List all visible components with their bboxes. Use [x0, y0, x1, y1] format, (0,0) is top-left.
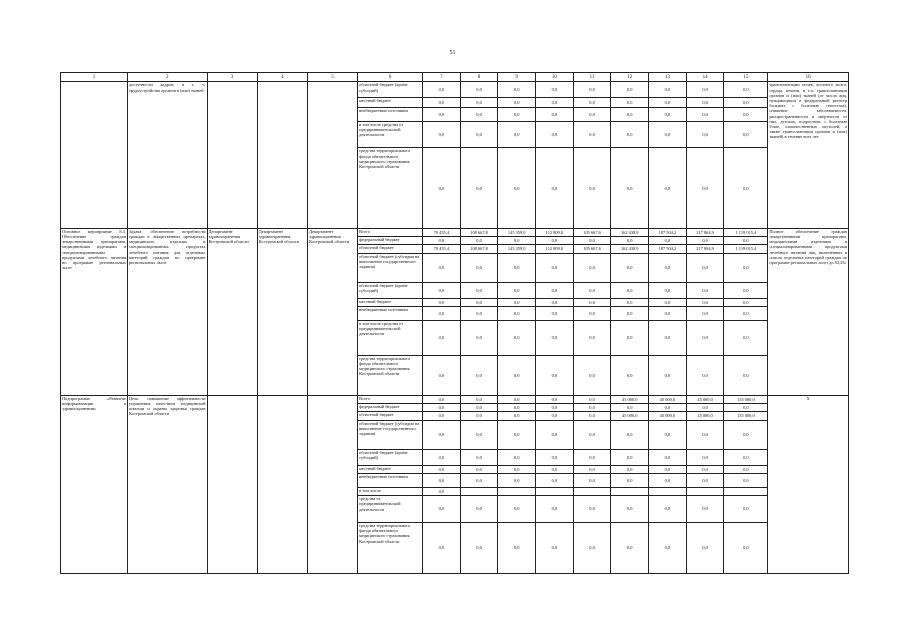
table-row — [61, 82, 849, 97]
value-cell: 0,0 — [498, 466, 536, 474]
value-cell: 108 667,8 — [460, 245, 498, 253]
value-cell: 0,0 — [498, 82, 536, 97]
value-cell: 0,0 — [611, 82, 649, 97]
funding-source: федеральный бюджет — [358, 237, 423, 245]
value-cell: 0,0 — [460, 82, 498, 97]
value-cell: 0,0 — [686, 283, 724, 299]
column-header: 9 — [498, 73, 536, 82]
value-cell: 0,0 — [724, 82, 768, 97]
value-cell: 0,0 — [423, 283, 461, 299]
value-cell: 0,0 — [611, 237, 649, 245]
row-cell-1: Подпрограмма «Развитие информатизации в здравоохранении» — [61, 395, 128, 573]
value-cell: 135 000,0 — [724, 395, 768, 403]
value-cell: 0,0 — [460, 121, 498, 148]
row-cell-3: Департамент здравоохранения Костромской области — [207, 228, 257, 395]
value-cell: 105 667,6 — [573, 245, 611, 253]
value-cell: 0,0 — [686, 299, 724, 307]
value-cell: 0,0 — [536, 412, 574, 420]
value-cell: 0,0 — [423, 108, 461, 121]
value-cell: 0,0 — [724, 355, 768, 395]
value-cell: 0,0 — [686, 404, 724, 412]
value-cell: 0,0 — [498, 121, 536, 148]
column-header: 16 — [768, 73, 849, 82]
funding-source: местный бюджет — [358, 299, 423, 307]
value-cell: 162 438,9 — [611, 228, 649, 236]
value-cell — [460, 487, 498, 495]
value-cell: 0,0 — [460, 108, 498, 121]
value-cell: 0,0 — [498, 496, 536, 523]
value-cell: 0,0 — [460, 450, 498, 466]
row-cell-5 — [307, 395, 357, 573]
funding-source: Всего — [358, 395, 423, 403]
funding-source: средства территориального фонда обязательного медицинского страхования Костромской области — [358, 148, 423, 228]
value-cell: 0,0 — [649, 148, 687, 228]
budget-table — [60, 72, 849, 574]
value-cell: 0,0 — [724, 253, 768, 282]
value-cell: 0,0 — [649, 299, 687, 307]
value-cell: 0,0 — [423, 395, 461, 403]
value-cell — [686, 487, 724, 495]
value-cell: 0,0 — [649, 237, 687, 245]
value-cell: 0,0 — [573, 82, 611, 97]
value-cell: 0,0 — [536, 474, 574, 487]
value-cell — [611, 487, 649, 495]
value-cell: 0,0 — [649, 283, 687, 299]
funding-source: внебюджетные источники — [358, 474, 423, 487]
value-cell: 0,0 — [498, 412, 536, 420]
row-cell-4: Департамент здравоохранения Костромской области — [257, 228, 307, 395]
value-cell: 0,0 — [460, 237, 498, 245]
value-cell: 0,0 — [611, 283, 649, 299]
column-header: 11 — [573, 73, 611, 82]
value-cell: 0,0 — [536, 121, 574, 148]
value-cell: 0,0 — [686, 420, 724, 449]
value-cell: 0,0 — [611, 108, 649, 121]
value-cell: 0,0 — [498, 299, 536, 307]
value-cell: 0,0 — [536, 466, 574, 474]
value-cell: 0,0 — [536, 108, 574, 121]
value-cell: 0,0 — [573, 108, 611, 121]
value-cell: 0,0 — [573, 395, 611, 403]
column-header: 5 — [307, 73, 357, 82]
value-cell: 0,0 — [686, 496, 724, 523]
column-header: 2 — [127, 73, 207, 82]
value-cell: 0,0 — [423, 355, 461, 395]
value-cell: 0,0 — [536, 97, 574, 108]
value-cell: 0,0 — [573, 307, 611, 320]
value-cell: 0,0 — [573, 420, 611, 449]
value-cell: 0,0 — [536, 299, 574, 307]
value-cell: 0,0 — [611, 299, 649, 307]
value-cell: 0,0 — [649, 307, 687, 320]
value-cell: 0,0 — [423, 404, 461, 412]
value-cell: 0,0 — [686, 355, 724, 395]
column-header: 15 — [724, 73, 768, 82]
funding-source: местный бюджет — [358, 97, 423, 108]
value-cell: 70 455,4 — [423, 228, 461, 236]
value-cell: 70 455,4 — [423, 245, 461, 253]
value-cell: 0,0 — [724, 299, 768, 307]
value-cell: 217 864,9 — [686, 245, 724, 253]
value-cell — [498, 487, 536, 495]
value-cell: 0,0 — [649, 522, 687, 573]
value-cell: 0,0 — [611, 121, 649, 148]
value-cell: 0,0 — [724, 420, 768, 449]
value-cell: 0,0 — [649, 253, 687, 282]
column-header: 8 — [460, 73, 498, 82]
value-cell: 0,0 — [611, 466, 649, 474]
funding-source: областной бюджет — [358, 245, 423, 253]
value-cell: 0,0 — [423, 420, 461, 449]
value-cell: 0,0 — [423, 121, 461, 148]
value-cell: 217 864,9 — [686, 228, 724, 236]
row-cell-3 — [207, 395, 257, 573]
value-cell: 0,0 — [460, 307, 498, 320]
value-cell: 0,0 — [573, 121, 611, 148]
row-cell-2: Цель: повышение эффективности управления качеством медицинской помощи и охраны здоровья граждан Костромской области — [127, 395, 207, 573]
value-cell — [649, 487, 687, 495]
value-cell: 0,0 — [423, 253, 461, 282]
column-header: 1 — [61, 73, 128, 82]
value-cell: 0,0 — [649, 450, 687, 466]
value-cell: 0,0 — [686, 450, 724, 466]
header-row — [61, 73, 849, 82]
funding-source: в том числе — [358, 487, 423, 495]
value-cell: 0,0 — [686, 466, 724, 474]
value-cell: 0,0 — [498, 307, 536, 320]
value-cell: 0,0 — [649, 108, 687, 121]
value-cell: 0,0 — [573, 299, 611, 307]
value-cell: 0,0 — [536, 253, 574, 282]
value-cell: 0,0 — [611, 522, 649, 573]
value-cell: 0,0 — [724, 108, 768, 121]
value-cell: 0,0 — [460, 299, 498, 307]
value-cell: 0,0 — [724, 307, 768, 320]
funding-source: в том числе средства от предпринимательской деятельности — [358, 121, 423, 148]
value-cell: 0,0 — [498, 253, 536, 282]
value-cell: 0,0 — [686, 474, 724, 487]
value-cell: 0,0 — [423, 299, 461, 307]
value-cell: 0,0 — [724, 320, 768, 355]
value-cell: 0,0 — [686, 108, 724, 121]
funding-source: внебюджетные источники — [358, 108, 423, 121]
value-cell: 0,0 — [724, 97, 768, 108]
funding-source: Всего — [358, 228, 423, 236]
value-cell: 0,0 — [460, 253, 498, 282]
value-cell: 0,0 — [498, 450, 536, 466]
value-cell: 0,0 — [649, 121, 687, 148]
funding-source: средства от предпринимательской деятельности — [358, 496, 423, 523]
value-cell: 1 119 015,4 — [724, 228, 768, 236]
funding-source: местный бюджет — [358, 466, 423, 474]
value-cell: 0,0 — [536, 237, 574, 245]
value-cell: 0,0 — [423, 522, 461, 573]
value-cell: 0,0 — [498, 108, 536, 121]
value-cell: 0,0 — [460, 97, 498, 108]
funding-source: областной бюджет (кроме субсидий) — [358, 450, 423, 466]
value-cell: 145 359,0 — [498, 228, 536, 236]
value-cell: 0,0 — [536, 395, 574, 403]
value-cell: 0,0 — [498, 522, 536, 573]
value-cell — [536, 487, 574, 495]
value-cell: 0,0 — [536, 148, 574, 228]
value-cell: 0,0 — [611, 307, 649, 320]
value-cell: 0,0 — [423, 474, 461, 487]
funding-source: федеральный бюджет — [358, 404, 423, 412]
value-cell: 0,0 — [536, 320, 574, 355]
funding-source: в том числе средства от предпринимательской деятельности — [358, 320, 423, 355]
value-cell: 0,0 — [460, 412, 498, 420]
table-row — [61, 395, 849, 403]
value-cell: 0,0 — [649, 474, 687, 487]
value-cell: 0,0 — [649, 320, 687, 355]
column-header: 12 — [611, 73, 649, 82]
value-cell: 45 000,0 — [611, 412, 649, 420]
value-cell: 0,0 — [573, 496, 611, 523]
value-cell: 0,0 — [460, 466, 498, 474]
value-cell: 0,0 — [498, 320, 536, 355]
value-cell: 0,0 — [498, 237, 536, 245]
value-cell: 0,0 — [649, 466, 687, 474]
value-cell: 112 809,8 — [536, 245, 574, 253]
value-cell: 0,0 — [649, 496, 687, 523]
value-cell: 0,0 — [423, 82, 461, 97]
value-cell: 0,0 — [498, 404, 536, 412]
value-cell: 0,0 — [611, 253, 649, 282]
value-cell: 112 809,8 — [536, 228, 574, 236]
value-cell: 0,0 — [460, 355, 498, 395]
value-cell: 0,0 — [611, 496, 649, 523]
value-cell: 0,0 — [498, 355, 536, 395]
value-cell: 0,0 — [460, 320, 498, 355]
value-cell: 0,0 — [724, 121, 768, 148]
value-cell: 0,0 — [460, 148, 498, 228]
value-cell: 0,0 — [536, 496, 574, 523]
value-cell: 0,0 — [573, 283, 611, 299]
value-cell: 0,0 — [573, 148, 611, 228]
value-cell: 0,0 — [649, 355, 687, 395]
row-cell-1 — [61, 82, 128, 228]
row-cell-4 — [257, 82, 307, 228]
value-cell: 0,0 — [498, 97, 536, 108]
value-cell — [573, 487, 611, 495]
row-cell-5: Департамент здравоохранения Костромской области — [307, 228, 357, 395]
value-cell: 0,0 — [724, 474, 768, 487]
funding-source: внебюджетные источники — [358, 307, 423, 320]
value-cell: 162 438,9 — [611, 245, 649, 253]
value-cell: 0,0 — [649, 404, 687, 412]
value-cell: 135 000,0 — [724, 412, 768, 420]
value-cell: 0,0 — [423, 307, 461, 320]
value-cell: 0,0 — [724, 522, 768, 573]
value-cell: 0,0 — [611, 148, 649, 228]
value-cell: 0,0 — [536, 283, 574, 299]
value-cell: 0,0 — [724, 237, 768, 245]
result-description: трансплантации почек, костного мозга, сердца, печени, в т.ч. трансплантации органов и (или) тканей (от числа лиц, нуждающихся в федеральный регистр больных с болезнью гемостаза), снижение заболеваемости, распространенности и смертности от них, детских, подростков, с болезнью Гоше, злокачественных опухолей, а также трансплантации органов и (или) тканей) в течение всех лет — [768, 82, 849, 228]
value-cell: 0,0 — [573, 522, 611, 573]
value-cell: 187 504,2 — [649, 228, 687, 236]
value-cell: 0,0 — [423, 450, 461, 466]
value-cell: 0,0 — [649, 97, 687, 108]
value-cell: 0,0 — [423, 97, 461, 108]
value-cell: 0,0 — [724, 283, 768, 299]
column-header: 7 — [423, 73, 461, 82]
value-cell: 0,0 — [460, 420, 498, 449]
value-cell: 0,0 — [611, 404, 649, 412]
row-cell-3 — [207, 82, 257, 228]
column-header: 13 — [649, 73, 687, 82]
value-cell: 0,0 — [724, 404, 768, 412]
value-cell: 108 667,8 — [460, 228, 498, 236]
value-cell: 0,0 — [611, 474, 649, 487]
value-cell: 105 667,6 — [573, 228, 611, 236]
value-cell: 0,0 — [686, 237, 724, 245]
value-cell: 0,0 — [423, 412, 461, 420]
value-cell: 0,0 — [460, 496, 498, 523]
value-cell: 0,0 — [460, 404, 498, 412]
value-cell: 0,0 — [536, 355, 574, 395]
value-cell: 0,0 — [611, 420, 649, 449]
row-cell-5 — [307, 82, 357, 228]
result-description: Полное обеспечение граждан лекарственными препаратами, медицинскими изделиями и специализированными продуктами лечебного питания лиц, включённых в список отдельных категорий граждан по программе региональных льгот до 92,2% — [768, 228, 849, 395]
table-row — [61, 228, 849, 236]
value-cell: 0,0 — [536, 307, 574, 320]
page-number: 51 — [449, 50, 456, 56]
value-cell: 0,0 — [686, 82, 724, 97]
value-cell: 45 000,0 — [649, 412, 687, 420]
value-cell: 0,0 — [686, 148, 724, 228]
result-description: X — [768, 395, 849, 573]
funding-source: средства территориального фонда обязательного медицинского страхования Костромской области — [358, 355, 423, 395]
row-cell-4 — [257, 395, 307, 573]
value-cell: 0,0 — [536, 82, 574, 97]
value-cell: 0,0 — [724, 450, 768, 466]
value-cell: 0,0 — [573, 404, 611, 412]
value-cell: 45 000,0 — [649, 395, 687, 403]
value-cell: 0,0 — [724, 466, 768, 474]
row-cell-2: доступности кадров, в т. ч. трудоустройства органов в (или) тканей — [127, 82, 207, 228]
value-cell: 0,0 — [573, 355, 611, 395]
value-cell: 0,0 — [423, 466, 461, 474]
row-cell-2: Задача: обеспечение потребности граждан в лекарственных препаратах, медицинских изделиях и специализированных продуктах лечебного питания для отдельных категорий граждан по программе региональных льгот — [127, 228, 207, 395]
value-cell: 145 359,0 — [498, 245, 536, 253]
row-cell-1: Основное мероприятие 8.3. Обеспечение граждан лекарственными препаратами, медицинскими изделиями и специализированными продуктами лечебного питания по программе региональных льгот — [61, 228, 128, 395]
column-header: 3 — [207, 73, 257, 82]
value-cell: 0,0 — [611, 355, 649, 395]
value-cell: 187 504,2 — [649, 245, 687, 253]
value-cell: 0,0 — [460, 474, 498, 487]
funding-source: областной бюджет — [358, 412, 423, 420]
value-cell: 0,0 — [611, 450, 649, 466]
funding-source: областной бюджет (кроме субсидий) — [358, 283, 423, 299]
funding-source: областной бюджет (субсидии на выполнение государственного задания) — [358, 253, 423, 282]
value-cell: 0,0 — [573, 466, 611, 474]
value-cell: 0,0 — [724, 496, 768, 523]
value-cell: 0,0 — [573, 412, 611, 420]
value-cell: 45 000,0 — [611, 395, 649, 403]
value-cell: 0,0 — [498, 474, 536, 487]
value-cell: 0,0 — [536, 420, 574, 449]
value-cell: 0,0 — [573, 450, 611, 466]
value-cell: 0,0 — [498, 420, 536, 449]
value-cell: 0,0 — [498, 148, 536, 228]
value-cell: 0,0 — [536, 404, 574, 412]
value-cell: 0,0 — [724, 148, 768, 228]
value-cell: 0,0 — [573, 253, 611, 282]
funding-source: областной бюджет (кроме субсидий) — [358, 82, 423, 97]
value-cell: 45 000,0 — [686, 395, 724, 403]
column-header: 10 — [536, 73, 574, 82]
value-cell: 0,0 — [423, 148, 461, 228]
value-cell: 0,0 — [423, 496, 461, 523]
value-cell: 0,0 — [498, 283, 536, 299]
column-header: 6 — [358, 73, 423, 82]
value-cell: 0,0 — [573, 97, 611, 108]
value-cell: 0,0 — [573, 320, 611, 355]
value-cell: 0,0 — [686, 121, 724, 148]
value-cell: 45 000,0 — [686, 412, 724, 420]
column-header: 14 — [686, 73, 724, 82]
value-cell: 0,0 — [649, 82, 687, 97]
value-cell: 0,0 — [423, 320, 461, 355]
value-cell: 0,0 — [498, 395, 536, 403]
value-cell: 0,0 — [611, 97, 649, 108]
value-cell: 1 119 015,4 — [724, 245, 768, 253]
value-cell: 0,0 — [536, 522, 574, 573]
value-cell: 0,0 — [460, 283, 498, 299]
value-cell: 0,0 — [686, 253, 724, 282]
value-cell: 0,0 — [686, 320, 724, 355]
value-cell: 0,0 — [611, 320, 649, 355]
value-cell: 0,0 — [423, 237, 461, 245]
value-cell: 0,0 — [460, 395, 498, 403]
value-cell: 0,0 — [686, 522, 724, 573]
funding-source: средства территориального фонда обязательного медицинского страхования Костромской области — [358, 522, 423, 573]
value-cell — [724, 487, 768, 495]
value-cell: 0,0 — [686, 97, 724, 108]
funding-source: областной бюджет (субсидии на выполнение государственного задания) — [358, 420, 423, 449]
column-header: 4 — [257, 73, 307, 82]
value-cell: 0,0 — [573, 237, 611, 245]
value-cell: 0,0 — [460, 522, 498, 573]
value-cell: 0,0 — [573, 474, 611, 487]
value-cell: 0,0 — [649, 420, 687, 449]
value-cell: 0,0 — [686, 307, 724, 320]
value-cell: 0,0 — [536, 450, 574, 466]
value-cell: 0,0 — [423, 487, 461, 495]
